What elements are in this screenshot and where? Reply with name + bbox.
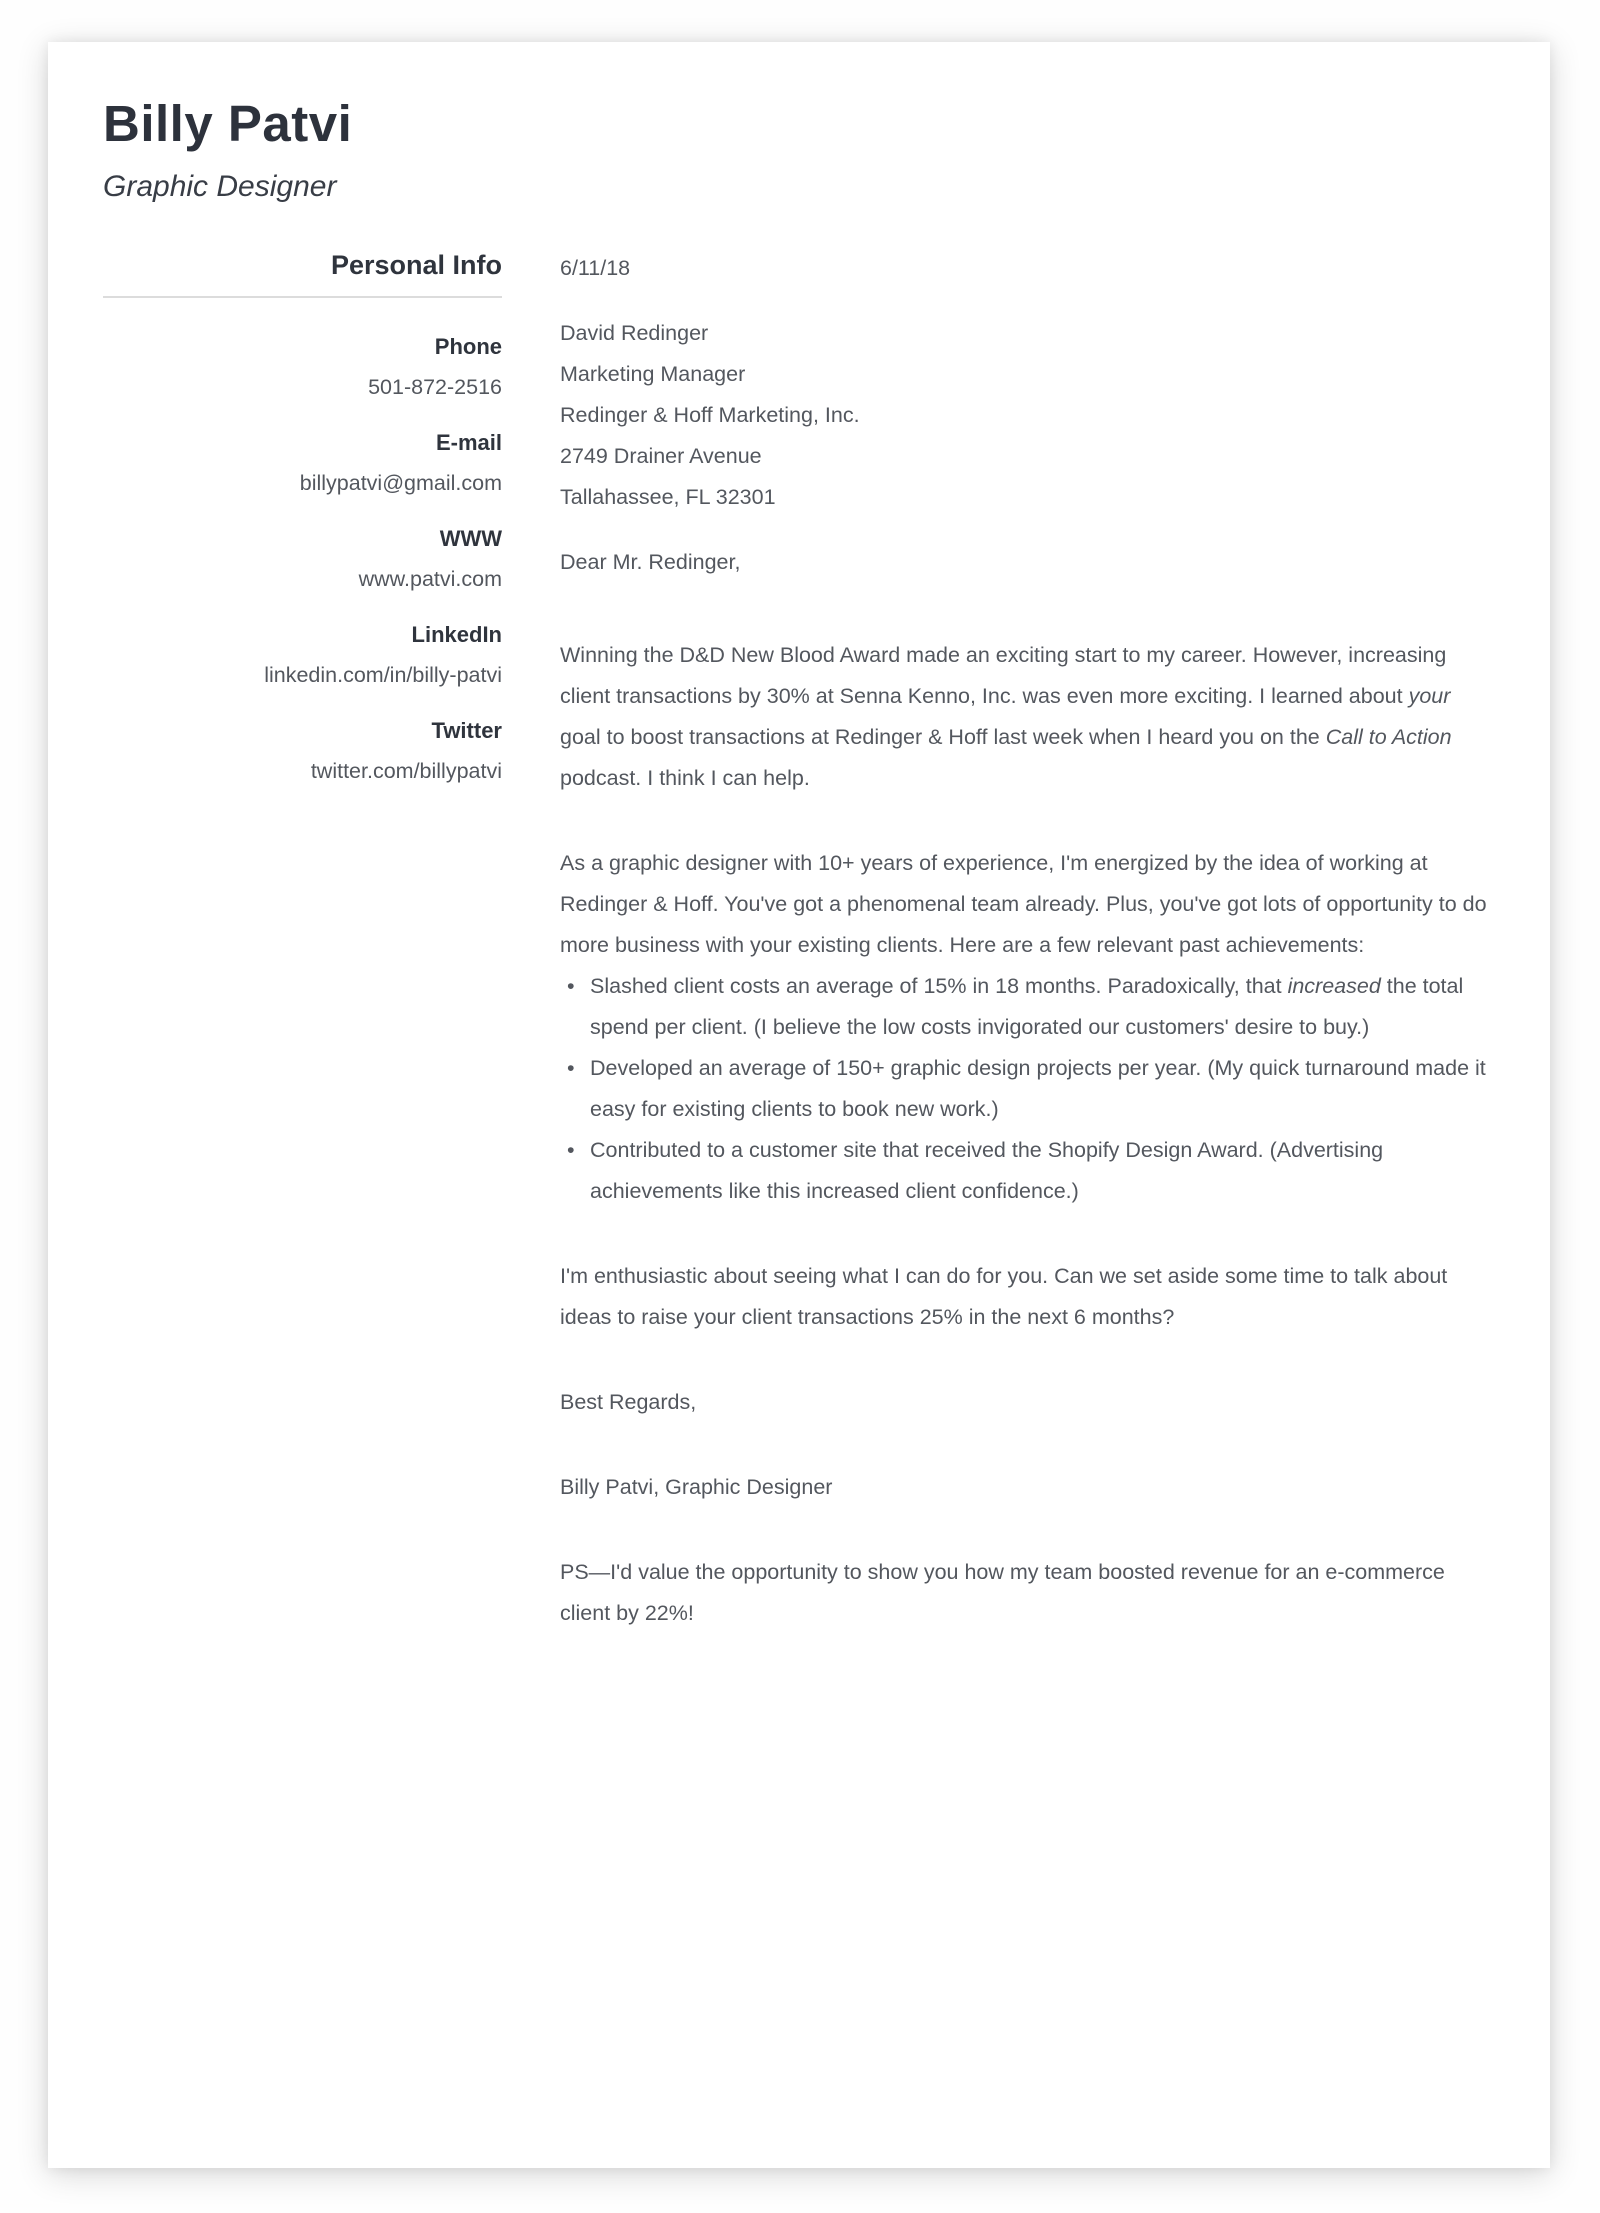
email-label: E-mail	[435, 430, 502, 455]
letter-date: 6/11/18	[560, 256, 631, 280]
achievement-text: Slashed client costs an average of 15% in 18 months. Paradoxically, that	[590, 974, 1288, 998]
paragraph-intro-text: Winning the D&D New Blood Award made an exciting start to my career. However, increasing client transactions by 30% at Senna Kenno, Inc. was even more exciting. I learned about	[560, 643, 1447, 708]
twitter-label: Twitter	[431, 718, 502, 743]
salutation: Dear Mr. Redinger,	[560, 550, 741, 574]
sidebar-item-twitter	[103, 710, 502, 792]
letter-header	[103, 94, 1495, 206]
linkedin-label: LinkedIn	[411, 622, 502, 647]
achievements-list	[560, 966, 1495, 1212]
phone-value: 501-872-2516	[368, 375, 502, 399]
paragraph-intro-text: podcast. I think I can help.	[560, 766, 810, 790]
paragraph-intro-text: goal to boost transactions at Redinger & Hoff last week when I heard you on the	[560, 725, 1326, 749]
recipient-title: Marketing Manager	[560, 362, 746, 386]
linkedin-value: linkedin.com/in/billy-patvi	[264, 663, 502, 687]
content-columns	[103, 248, 1495, 1678]
paragraph-intro-italic-podcast: Call to Action	[1325, 725, 1452, 749]
recipient-block	[560, 313, 1495, 518]
sidebar-item-www	[103, 518, 502, 600]
twitter-value: twitter.com/billypatvi	[310, 759, 502, 783]
letter-body	[560, 248, 1495, 1678]
achievement-italic-increased: increased	[1287, 974, 1381, 998]
sidebar-heading: Personal Info	[330, 250, 502, 280]
achievement-text: Contributed to a customer site that received the Shopify Design Award. (Advertising achievements like this increased client confidence.)	[590, 1138, 1384, 1203]
sidebar-items	[103, 326, 502, 792]
achievement-item-award	[560, 1130, 1495, 1212]
www-value: www.patvi.com	[358, 567, 502, 591]
email-value: billypatvi@gmail.com	[299, 471, 502, 495]
recipient-street: 2749 Drainer Avenue	[560, 444, 762, 468]
achievement-text: Developed an average of 150+ graphic design projects per year. (My quick turnaround made it easy for existing clients to book new work.)	[590, 1056, 1486, 1121]
phone-label: Phone	[434, 334, 502, 359]
paragraph-call-to-action: I'm enthusiastic about seeing what I can do for you. Can we set aside some time to talk about ideas to raise your client transactions 25% in the next 6 months?	[560, 1264, 1448, 1329]
paragraph-intro	[560, 635, 1495, 799]
recipient-city: Tallahassee, FL 32301	[560, 485, 776, 509]
applicant-job-title: Graphic Designer	[103, 170, 337, 203]
postscript-line: PS—I'd value the opportunity to show you how my team boosted revenue for an e-commerce client by 22%!	[560, 1560, 1445, 1625]
signature-line: Billy Patvi, Graphic Designer	[560, 1475, 833, 1499]
achievement-item-costs	[560, 966, 1495, 1048]
recipient-name: David Redinger	[560, 321, 709, 345]
sidebar-item-email	[103, 422, 502, 504]
closing-line: Best Regards,	[560, 1390, 697, 1414]
sidebar-divider	[103, 296, 502, 298]
paragraph-intro-italic-your: your	[1408, 684, 1451, 708]
recipient-company: Redinger & Hoff Marketing, Inc.	[560, 403, 860, 427]
personal-info-sidebar	[103, 248, 502, 1678]
applicant-name: Billy Patvi	[103, 95, 353, 152]
sidebar-item-phone	[103, 326, 502, 408]
sidebar-item-linkedin	[103, 614, 502, 696]
achievement-item-projects	[560, 1048, 1495, 1130]
www-label: WWW	[439, 526, 502, 551]
achievement-text: the total spend per client. (I believe the low costs invigorated our customers' desire to buy.)	[590, 974, 1464, 1039]
cover-letter-sheet	[48, 42, 1550, 2168]
paragraph-experience: As a graphic designer with 10+ years of experience, I'm energized by the idea of working at Redinger & Hoff. You've got a phenomenal team already. Plus, you've got lots of opportunity to do more business with your existing clients. Here are a few relevant past achievements:	[560, 851, 1487, 957]
